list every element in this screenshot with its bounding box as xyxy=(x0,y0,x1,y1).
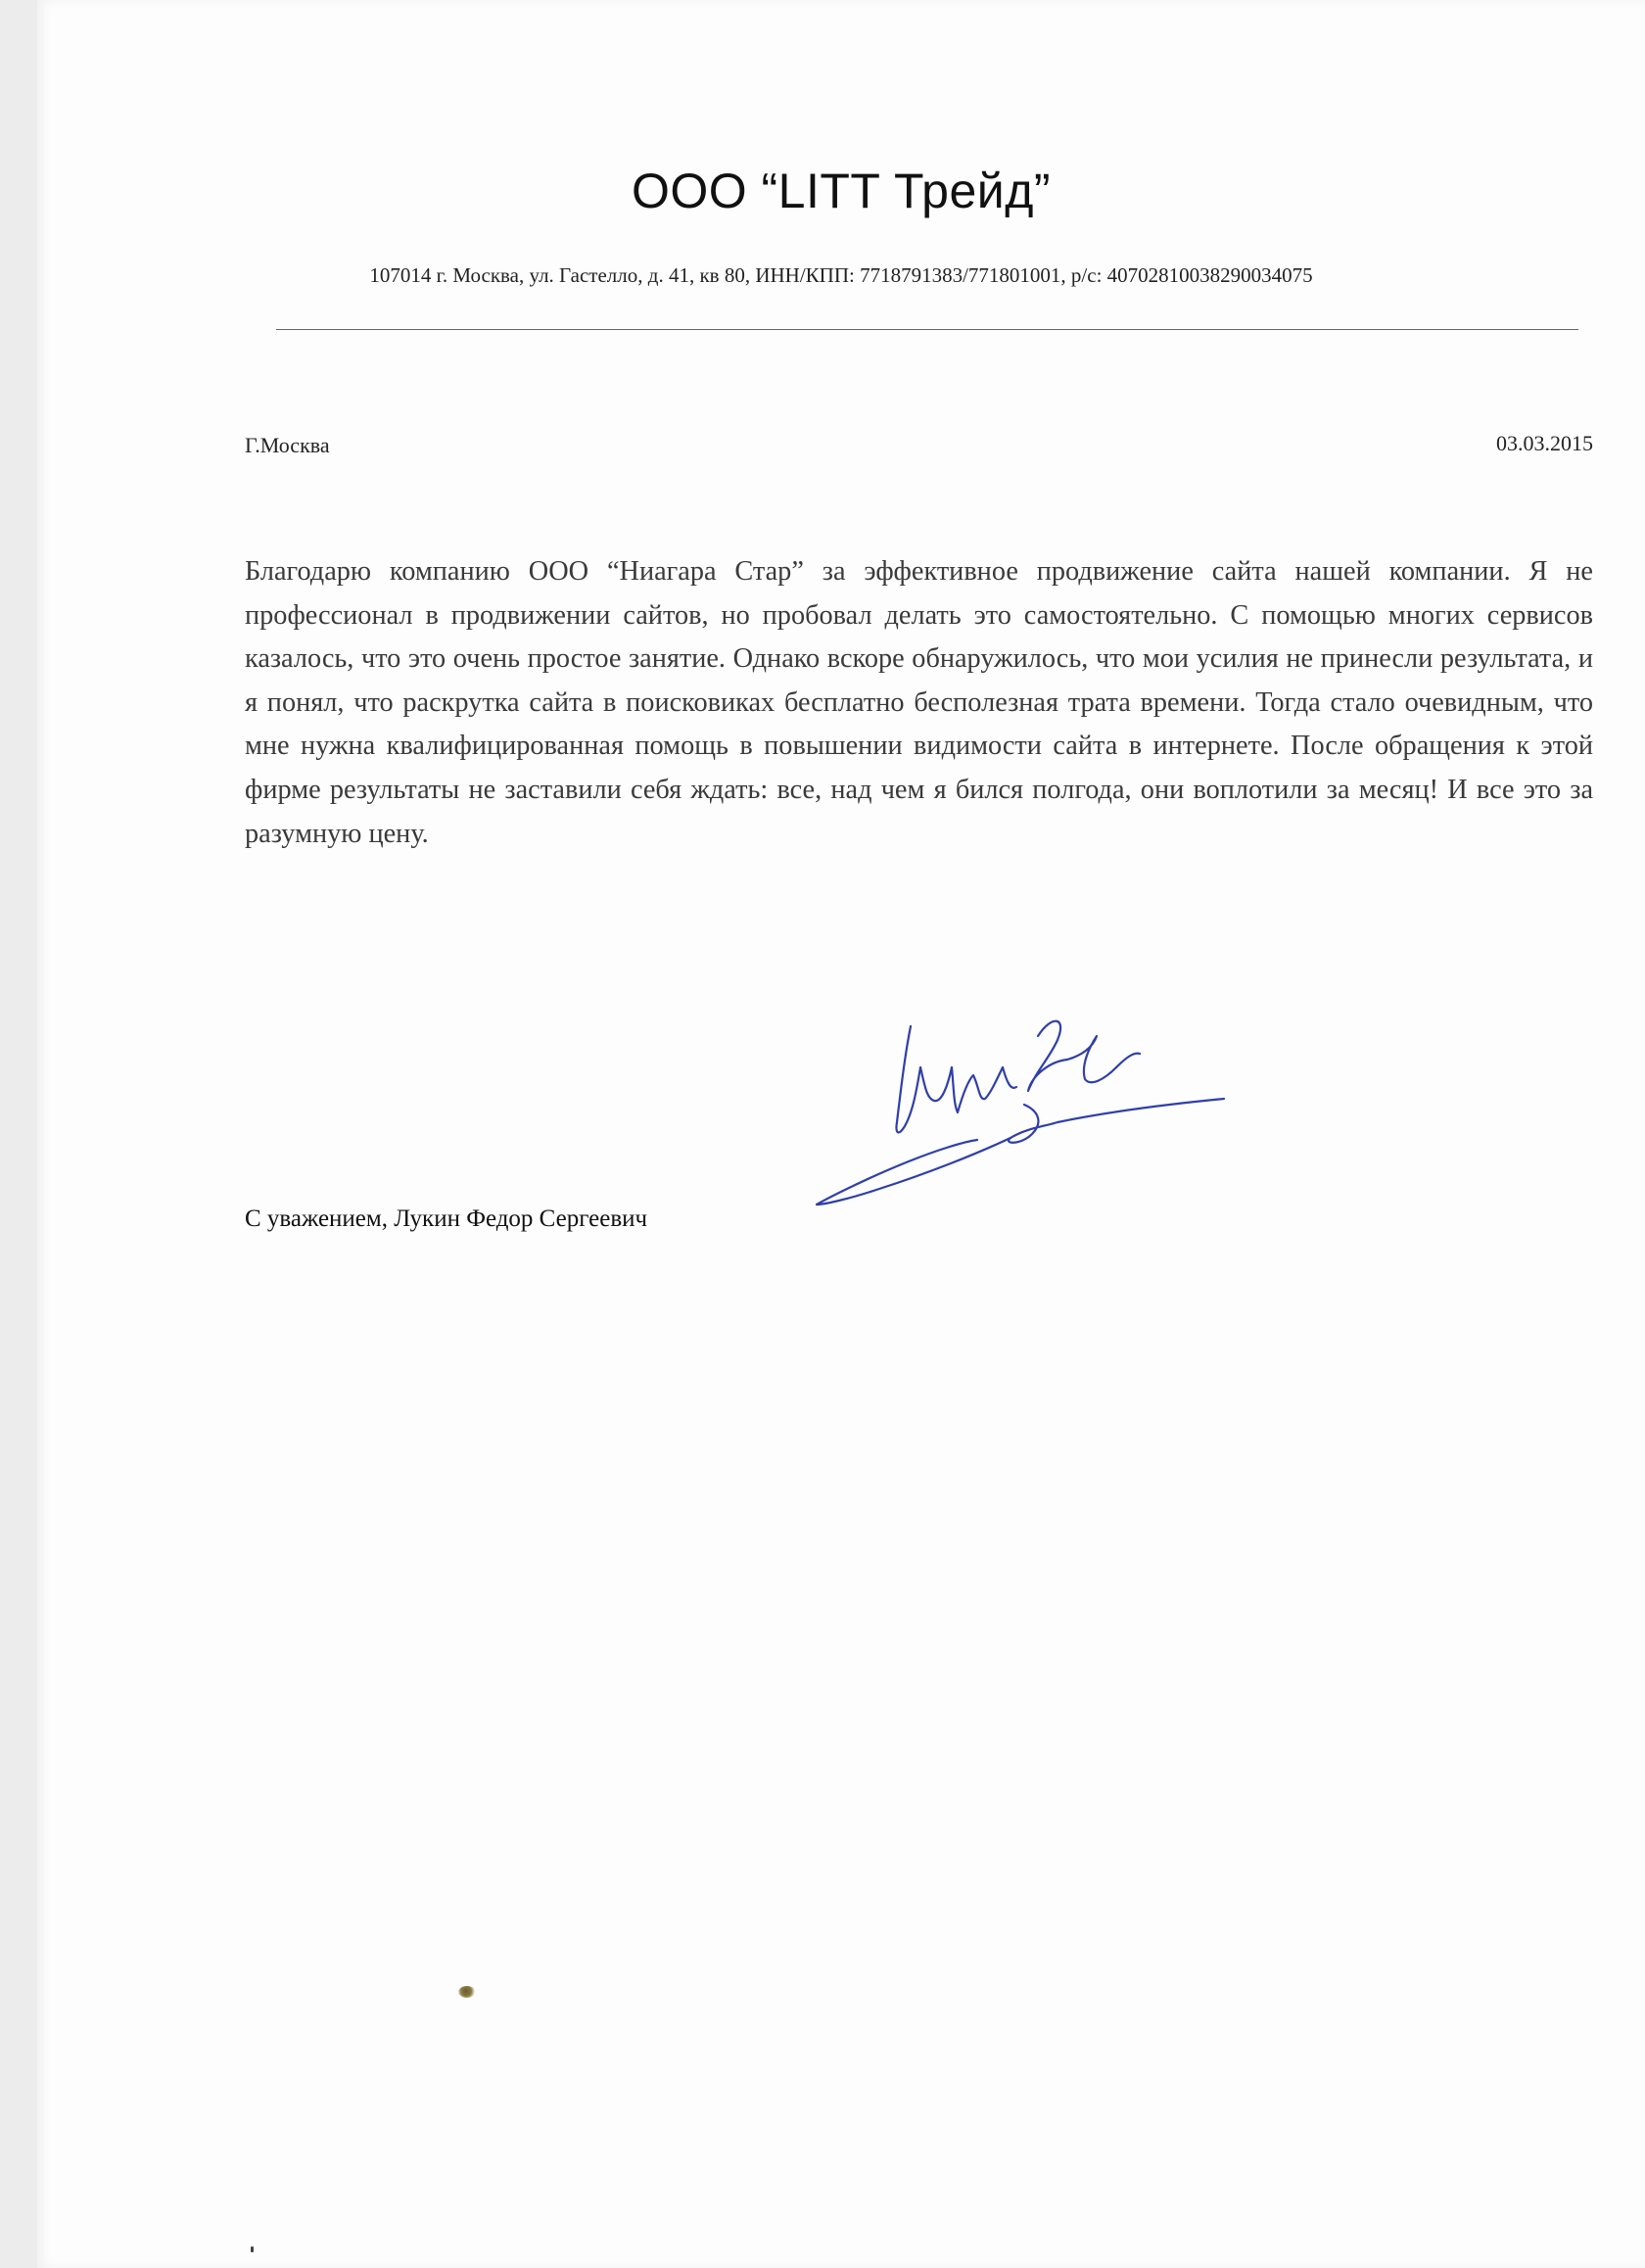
company-details: 107014 г. Москва, ул. Гастелло, д. 41, кв 80, ИНН/КПП: 7718791383/771801001, р/с: 40702810038290034075 xyxy=(369,263,1313,287)
company-name: ООО “LITT Трейд” xyxy=(631,164,1052,218)
letter-date: 03.03.2015 xyxy=(1496,431,1593,455)
header-divider xyxy=(276,329,1578,330)
letter-city: Г.Москва xyxy=(245,433,330,457)
letter-body: Благодарю компанию ООО “Ниагара Стар” за эффективное продвижение сайта нашей компании. Я не профессионал в продвижении сайтов, но пробовал делать это самостоятельно. С помощью многих сервисов казалось, что это очень простое занятие. Однако вскоре обнаружилось, что мои усилия не принесли результата, и я понял, что раскрутка сайта в поисковиках бесплатно бесполезная трата времени. Тогда стало очевидным, что мне нужна квалифицированная помощь в повышении видимости сайта в интернете. После обращения к этой фирме результаты не заставили себя ждать: все, над чем я бился полгода, они воплотили за месяц! И все это за разумную цену. xyxy=(245,556,1593,849)
letter-page xyxy=(37,0,1645,2268)
handwritten-signature xyxy=(811,997,1242,1222)
paper-speck xyxy=(458,1986,476,1998)
paper-mark xyxy=(251,2246,254,2252)
letter-closing: С уважением, Лукин Федор Сергеевич xyxy=(245,1205,648,1232)
